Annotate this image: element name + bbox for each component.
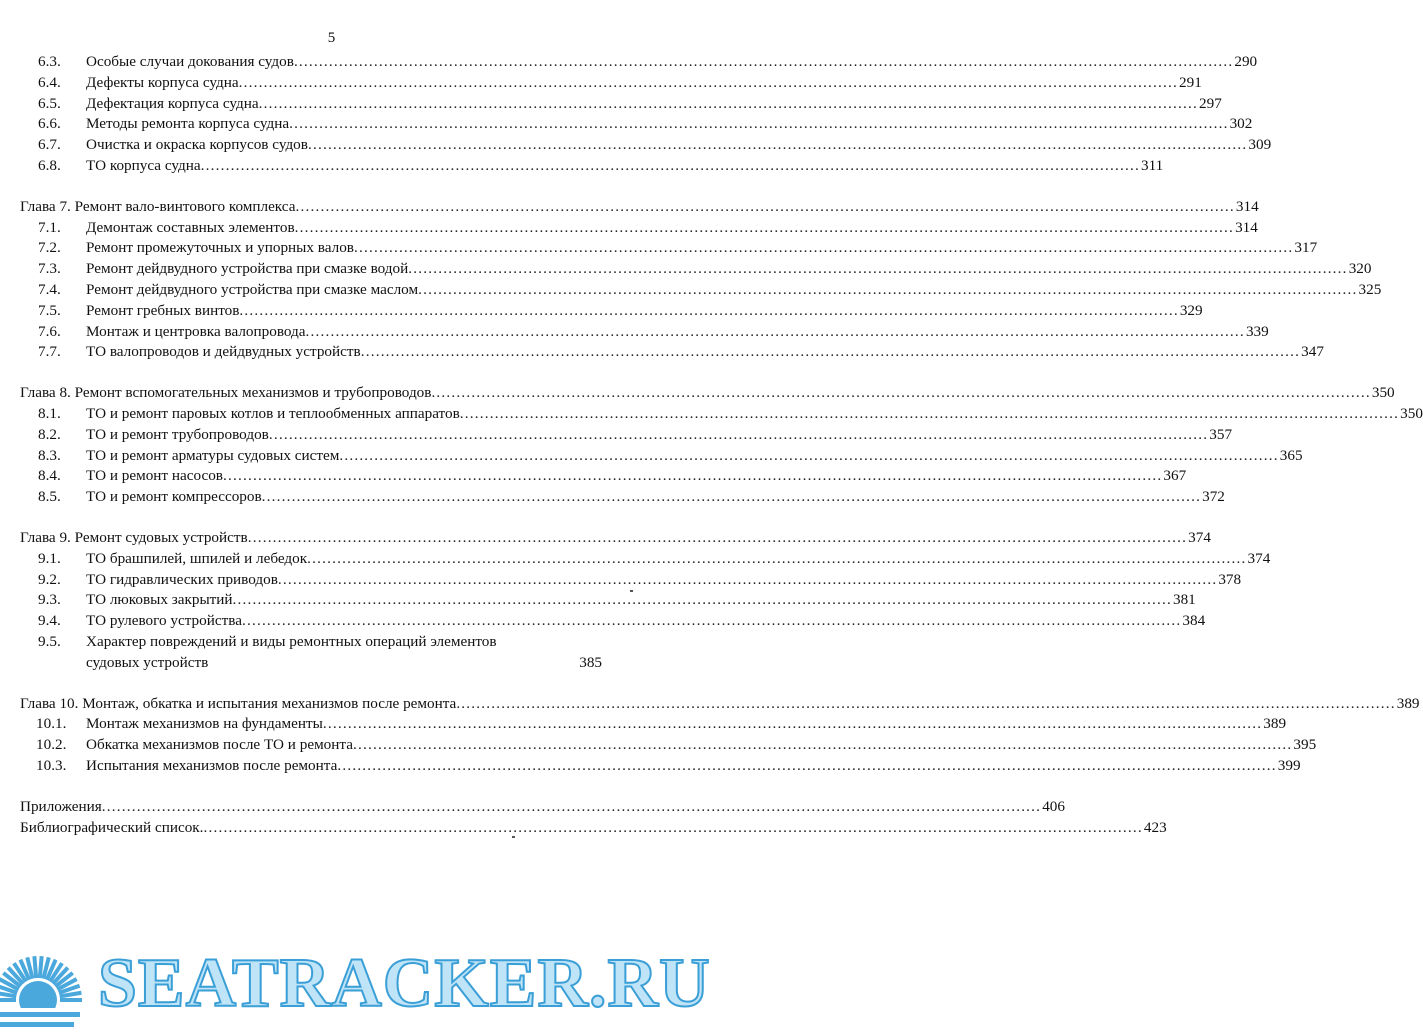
toc-entry-7-1[interactable] — [20, 218, 1258, 239]
toc-entry-title: Библиографический список. — [20, 818, 204, 836]
toc-entry-number: 7.2. — [38, 239, 61, 257]
leader-dots — [259, 94, 1198, 115]
toc-entry-number: 8.3. — [38, 446, 61, 464]
watermark-text: SEATRACKER.RU — [98, 945, 711, 1022]
toc-entry-7-3[interactable] — [20, 259, 1372, 280]
toc-entry-number: 10.3. — [36, 756, 67, 774]
toc-entry-number: 8.1. — [38, 404, 61, 422]
scan-speck — [630, 590, 633, 592]
toc-entry-6-3[interactable] — [20, 52, 1258, 73]
leader-dots — [239, 301, 1178, 322]
toc-entry-title: ТО и ремонт насосов — [86, 467, 223, 485]
leader-dots — [307, 549, 1246, 570]
leader-dots — [354, 238, 1293, 259]
toc-entry-page: 374 — [1247, 549, 1271, 567]
toc-entry-title: Ремонт промежуточных и упорных валов — [86, 239, 354, 257]
toc-entry-title: Обкатка механизмов после ТО и ремонта — [86, 736, 353, 754]
section-gap — [20, 508, 602, 528]
toc-entry-number: 8.2. — [38, 425, 61, 443]
section-gap — [20, 777, 602, 797]
toc-entry-title: ТО гидравлических приводов — [86, 570, 278, 588]
scan-speck — [512, 836, 515, 838]
toc-entry-number: 6.3. — [38, 53, 61, 70]
leader-dots — [233, 590, 1172, 611]
leader-dots — [248, 528, 1187, 549]
leader-dots — [337, 756, 1276, 777]
toc-entry-6-4[interactable] — [20, 73, 1202, 94]
toc-entry-number: 6.7. — [38, 136, 61, 154]
leader-dots — [323, 714, 1262, 735]
toc-chapter-title: Глава 9. Ремонт судовых устройств — [20, 528, 248, 546]
leader-dots — [289, 114, 1228, 135]
toc-entry-title: Дефектация корпуса судна — [86, 94, 259, 112]
section-gap — [20, 363, 602, 383]
toc-entry-number: 8.5. — [38, 488, 61, 506]
toc-entry-8-4[interactable] — [20, 466, 1187, 487]
leader-dots — [102, 797, 1041, 818]
toc-entry-number: 7.6. — [38, 322, 61, 340]
toc-entry-9-2[interactable] — [20, 570, 1242, 591]
toc-chapter-title: Глава 7. Ремонт вало-винтового комплекса — [20, 197, 296, 215]
toc-entry-10-2[interactable] — [20, 735, 1317, 756]
toc-entry-number: 9.4. — [38, 612, 61, 630]
toc-entry-page: 423 — [1143, 818, 1167, 836]
toc-entry-6-5[interactable] — [20, 94, 1222, 115]
toc-entry-page: 339 — [1245, 322, 1269, 340]
leader-dots — [295, 218, 1234, 239]
leader-dots — [242, 611, 1181, 632]
toc-entry-page: 374 — [1188, 528, 1211, 546]
toc-entry-number: 9.3. — [38, 591, 61, 609]
toc-entry-title: Ремонт дейдвудного устройства при смазке маслом — [86, 280, 419, 298]
sun-ray — [40, 956, 42, 978]
toc-entry-7-2[interactable] — [20, 238, 1318, 259]
toc-entry-number: 6.5. — [38, 94, 61, 112]
toc-entry-title: Демонтаж составных элементов — [86, 218, 295, 236]
toc-entry-page: 302 — [1229, 115, 1253, 133]
toc-entry-page: 384 — [1182, 612, 1206, 630]
toc-entry-page: 350 — [1400, 404, 1423, 422]
toc-entry-number: 9.5. — [38, 632, 61, 650]
toc-entry-9-5[interactable] — [20, 632, 602, 674]
toc-entry-number: 9.2. — [38, 570, 61, 588]
toc-entry-10-1[interactable] — [20, 714, 1287, 735]
toc-entry-7-5[interactable] — [20, 301, 1203, 322]
toc-entry-number: 10.1. — [36, 715, 67, 733]
leader-dots — [418, 280, 1357, 301]
leader-dots — [408, 259, 1347, 280]
toc-entry-number: 7.7. — [38, 343, 61, 361]
toc-entry-6-8[interactable] — [20, 156, 1164, 177]
toc-entry-number: 7.5. — [38, 301, 61, 319]
toc-chapter-title: Глава 8. Ремонт вспомогательных механизмов и трубопроводов — [20, 384, 432, 402]
toc-entry-title: Ремонт дейдвудного устройства при смазке водой — [86, 260, 409, 278]
toc-entry-page: 399 — [1277, 756, 1301, 774]
toc-entry-page: 381 — [1172, 591, 1196, 609]
toc-entry-title: Приложения — [20, 797, 102, 815]
toc-entry-title: ТО и ремонт арматуры судовых систем — [86, 446, 340, 464]
toc-entry-9-4[interactable] — [20, 611, 1206, 632]
leader-dots — [306, 322, 1245, 343]
toc-entry-9-3[interactable] — [20, 590, 1196, 611]
leader-dots — [294, 52, 1233, 73]
leader-dots — [361, 342, 1300, 363]
toc-entry-8-3[interactable] — [20, 446, 1303, 467]
toc-entry-title-line2: судовых устройств — [86, 653, 209, 671]
toc-entry-number: 9.1. — [38, 549, 61, 567]
toc-entry-number: 6.8. — [38, 156, 61, 174]
toc-entry-number: 6.4. — [38, 73, 61, 91]
leader-dots — [262, 487, 1201, 508]
leader-dots — [295, 197, 1234, 218]
section-gap — [20, 177, 602, 197]
toc-entry-page: 291 — [1179, 73, 1202, 91]
toc-entry-title: ТО рулевого устройства — [86, 612, 242, 630]
sun-ray — [34, 956, 36, 978]
toc-entry-number: 6.6. — [38, 115, 61, 133]
toc-entry-last-line — [86, 653, 602, 674]
toc-entry-number: 7.4. — [38, 280, 61, 298]
toc-entry-8-1[interactable] — [20, 404, 1423, 425]
section-gap — [20, 674, 602, 694]
leader-dots — [203, 818, 1142, 839]
toc-entry-page: 395 — [1293, 736, 1317, 754]
table-of-contents — [20, 52, 1423, 838]
toc-entry-title: ТО люковых закрытий — [86, 591, 233, 609]
toc-entry-title: Испытания механизмов после ремонта — [86, 756, 338, 774]
toc-entry-page: 325 — [1358, 280, 1382, 298]
toc-entry-title: Дефекты корпуса судна — [86, 73, 239, 91]
leader-dots — [269, 425, 1208, 446]
toc-entry-6-6[interactable] — [20, 114, 1253, 135]
toc-appendix[interactable] — [20, 797, 1065, 818]
page-number: 5 — [327, 30, 336, 46]
toc-entry-8-5[interactable] — [20, 487, 1225, 508]
sun-logo-icon — [0, 930, 100, 1033]
toc-entry-page: 311 — [1141, 156, 1164, 174]
leader-dots — [431, 383, 1370, 404]
leader-dots — [223, 466, 1162, 487]
toc-entry-page: 320 — [1348, 260, 1372, 278]
toc-entry-page: 389 — [1263, 715, 1287, 733]
toc-entry-page: 309 — [1248, 136, 1272, 154]
toc-entry-title: ТО брашпилей, шпилей и лебедок — [86, 549, 308, 567]
toc-chapter-8[interactable] — [20, 383, 1395, 404]
toc-entry-page: 329 — [1179, 301, 1203, 319]
toc-entry-page: 297 — [1199, 94, 1222, 112]
toc-entry-page: 347 — [1301, 343, 1324, 361]
toc-entry-6-7[interactable] — [20, 135, 1272, 156]
toc-entry-page: 367 — [1163, 467, 1187, 485]
toc-entry-title: ТО корпуса судна — [86, 156, 201, 174]
toc-entry-page: 378 — [1218, 570, 1242, 588]
toc-entry-7-4[interactable] — [20, 280, 1382, 301]
leader-dots — [456, 694, 1395, 715]
toc-entry-page: 365 — [1279, 446, 1303, 464]
toc-entry-title-line1: Характер повреждений и виды ремонтных операций элементов — [86, 632, 497, 650]
toc-entry-9-1[interactable] — [20, 549, 1271, 570]
toc-entry-8-2[interactable] — [20, 425, 1233, 446]
toc-entry-title: Особые случаи докования судов — [86, 53, 294, 70]
toc-entry-number: 7.3. — [38, 260, 61, 278]
toc-entry-number: 8.4. — [38, 467, 61, 485]
toc-chapter-7[interactable] — [20, 197, 1259, 218]
leader-dots — [339, 446, 1278, 467]
toc-entry-number: 7.1. — [38, 218, 61, 236]
toc-entry-title: ТО и ремонт трубопроводов — [86, 425, 269, 443]
toc-entry-page: 372 — [1202, 488, 1225, 506]
toc-entry-title: ТО валопроводов и дейдвудных устройств — [86, 343, 361, 361]
toc-entry-body — [86, 632, 602, 674]
toc-entry-page: 406 — [1042, 797, 1065, 815]
leader-dots — [460, 404, 1399, 425]
toc-entry-title: Очистка и окраска корпусов судов — [86, 136, 308, 154]
toc-entry-page: 317 — [1294, 239, 1318, 257]
toc-chapter-9[interactable] — [20, 528, 1211, 549]
toc-entry-7-6[interactable] — [20, 322, 1269, 343]
toc-entry-page: 314 — [1235, 197, 1259, 215]
leader-dots — [353, 735, 1292, 756]
toc-entry-title: Ремонт гребных винтов — [86, 301, 240, 319]
toc-entry-page: 389 — [1396, 694, 1420, 712]
watermark — [0, 930, 711, 1033]
toc-entry-7-7[interactable] — [20, 342, 1324, 363]
toc-entry-page: 290 — [1234, 53, 1258, 70]
leader-dots — [239, 73, 1178, 94]
toc-entry-title: Монтаж механизмов на фундаменты — [86, 715, 323, 733]
leader-dots — [278, 570, 1217, 591]
toc-entry-page: 357 — [1209, 425, 1233, 443]
toc-chapter-title: Глава 10. Монтаж, обкатка и испытания механизмов после ремонта — [20, 694, 457, 712]
toc-entry-title: ТО и ремонт компрессоров — [86, 488, 262, 506]
toc-entry-page: 350 — [1371, 384, 1395, 402]
toc-chapter-10[interactable] — [20, 694, 1420, 715]
toc-entry-title: Монтаж и центровка валопровода — [86, 322, 306, 340]
toc-entry-page: 314 — [1235, 218, 1258, 236]
toc-entry-page: 385 — [579, 653, 602, 671]
leader-dots — [201, 156, 1140, 177]
leader-dots — [308, 135, 1247, 156]
toc-entry-title: ТО и ремонт паровых котлов и теплообменных аппаратов — [86, 404, 460, 422]
toc-entry-10-3[interactable] — [20, 756, 1301, 777]
toc-entry-number: 10.2. — [36, 736, 67, 754]
toc-entry-title: Методы ремонта корпуса судна — [86, 115, 290, 133]
